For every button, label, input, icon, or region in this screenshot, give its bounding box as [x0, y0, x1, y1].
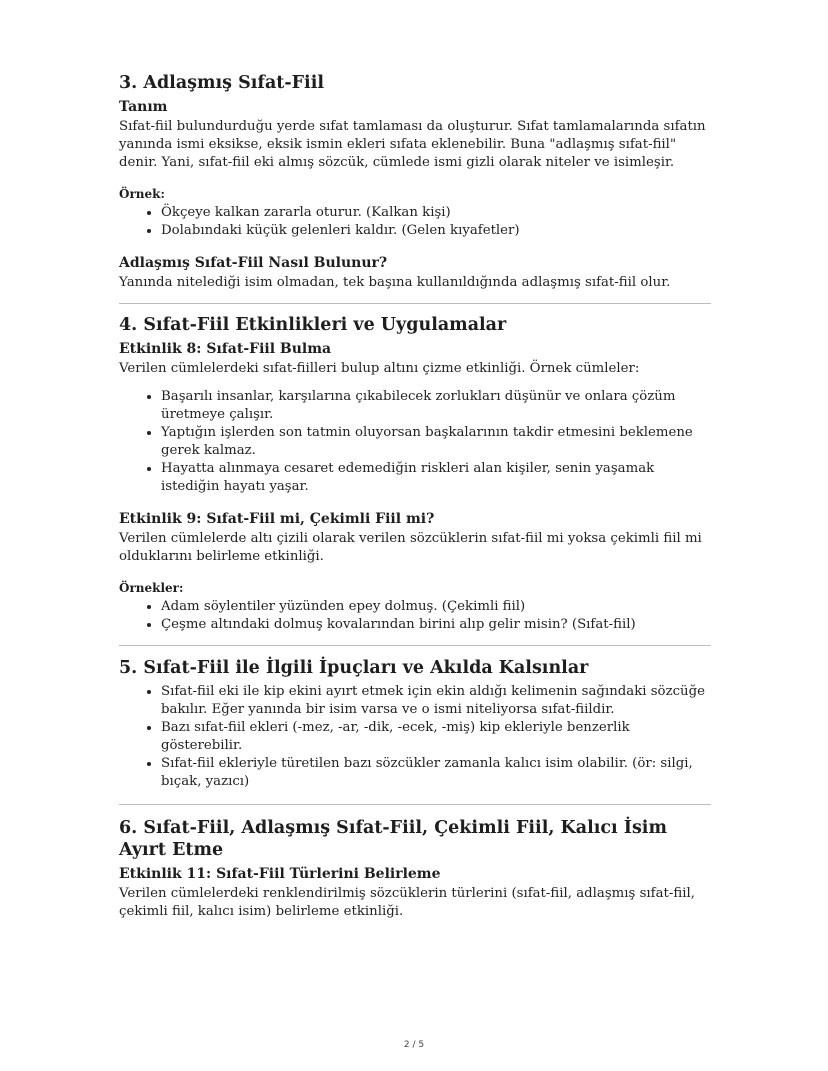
section-divider — [119, 804, 711, 805]
list-item: • Bazı sıfat-fiil ekleri (-mez, -ar, -dik, -ecek, -miş) kip ekleriyle benzerlik gösterebilir. — [161, 719, 711, 755]
section-title: 5. Sıfat-Fiil ile İlgili İpuçları ve Akılda Kalsınlar — [119, 658, 589, 678]
paragraph: Verilen cümlelerde altı çizili olarak verilen sözcüklerin sıfat-fiil mi yoksa çekimli fiil mi olduklarını belirleme etkinliği. — [119, 531, 702, 564]
example-list — [119, 204, 711, 240]
example-list — [119, 598, 711, 634]
activity-heading: Etkinlik 9: Sıfat-Fiil mi, Çekimli Fiil mi? — [119, 511, 435, 527]
list-item: • Yaptığın işlerden son tatmin oluyorsan başkalarının takdir etmesini beklemene gerek kalmaz. — [161, 424, 711, 460]
activity-heading: Etkinlik 8: Sıfat-Fiil Bulma — [119, 341, 332, 357]
list-item: • Başarılı insanlar, karşılarına çıkabilecek zorlukları düşünür ve onlara çözüm üretmeye çalışır. — [161, 388, 711, 424]
section-adlasmis-sifat-fiil — [119, 72, 711, 292]
activity-heading: Etkinlik 11: Sıfat-Fiil Türlerini Belirleme — [119, 866, 441, 882]
section-divider — [119, 645, 711, 646]
subsection-heading: Adlaşmış Sıfat-Fiil Nasıl Bulunur? — [119, 255, 388, 271]
examples-label: Örnekler: — [119, 581, 184, 595]
sentence-list — [119, 388, 711, 496]
section-ipuclari — [119, 657, 711, 791]
list-item: • Sıfat-fiil eki ile kip ekini ayırt etmek için ekin aldığı kelimenin sağındaki sözcüğe bakılır. Eğer yanında bir isim varsa ve o ismi niteliyorsa sıfat-fiildir. — [161, 683, 711, 719]
list-item: • Hayatta alınmaya cesaret edemediğin riskleri alan kişiler, senin yaşamak istediğin hayatı yaşar. — [161, 460, 711, 496]
section-ayirt-etme — [119, 817, 711, 921]
example-label: Örnek: — [119, 187, 165, 201]
page-number: 2 / 5 — [403, 1040, 425, 1050]
section-title: 6. Sıfat-Fiil, Adlaşmış Sıfat-Fiil, Çekimli Fiil, Kalıcı İsim Ayırt Etme — [119, 818, 667, 860]
list-item: • Adam söylentiler yüzünden epey dolmuş. (Çekimli fiil) — [161, 598, 711, 616]
section-title: 4. Sıfat-Fiil Etkinlikleri ve Uygulamalar — [119, 315, 507, 335]
section-divider — [119, 303, 711, 304]
definition-text: Sıfat-fiil bulundurduğu yerde sıfat tamlaması da oluşturur. Sıfat tamlamalarında sıfatın yanında ismi eksikse, eksik ismin ekleri sıfata eklenebilir. Buna "adlaşmış sıfat-fiil" denir. Yani, sıfat-fiil eki almış sözcük, cümlede ismi gizli olarak niteler ve isimleşir. — [119, 119, 706, 170]
definition-heading: Tanım — [119, 99, 168, 115]
list-item: • Ökçeye kalkan zararla oturur. (Kalkan kişi) — [161, 204, 711, 222]
paragraph: Verilen cümlelerdeki sıfat-fiilleri bulup altını çizme etkinliği. Örnek cümleler: — [119, 361, 640, 376]
page-content — [119, 72, 711, 921]
section-etkinlikler — [119, 314, 711, 634]
list-item: • Çeşme altındaki dolmuş kovalarından birini alıp gelir misin? (Sıfat-fiil) — [161, 616, 711, 634]
paragraph: Yanında nitelediği isim olmadan, tek başına kullanıldığında adlaşmış sıfat-fiil olur. — [119, 275, 671, 290]
section-title: 3. Adlaşmış Sıfat-Fiil — [119, 73, 324, 93]
paragraph: Verilen cümlelerdeki renklendirilmiş sözcüklerin türlerini (sıfat-fiil, adlaşmış sıfat-fiil, çekimli fiil, kalıcı isim) belirleme etkinliği. — [119, 886, 695, 919]
list-item: • Sıfat-fiil ekleriyle türetilen bazı sözcükler zamanla kalıcı isim olabilir. (ör: silgi, bıçak, yazıcı) — [161, 755, 711, 791]
tips-list — [119, 683, 711, 791]
list-item: • Dolabındaki küçük gelenleri kaldır. (Gelen kıyafetler) — [161, 222, 711, 240]
